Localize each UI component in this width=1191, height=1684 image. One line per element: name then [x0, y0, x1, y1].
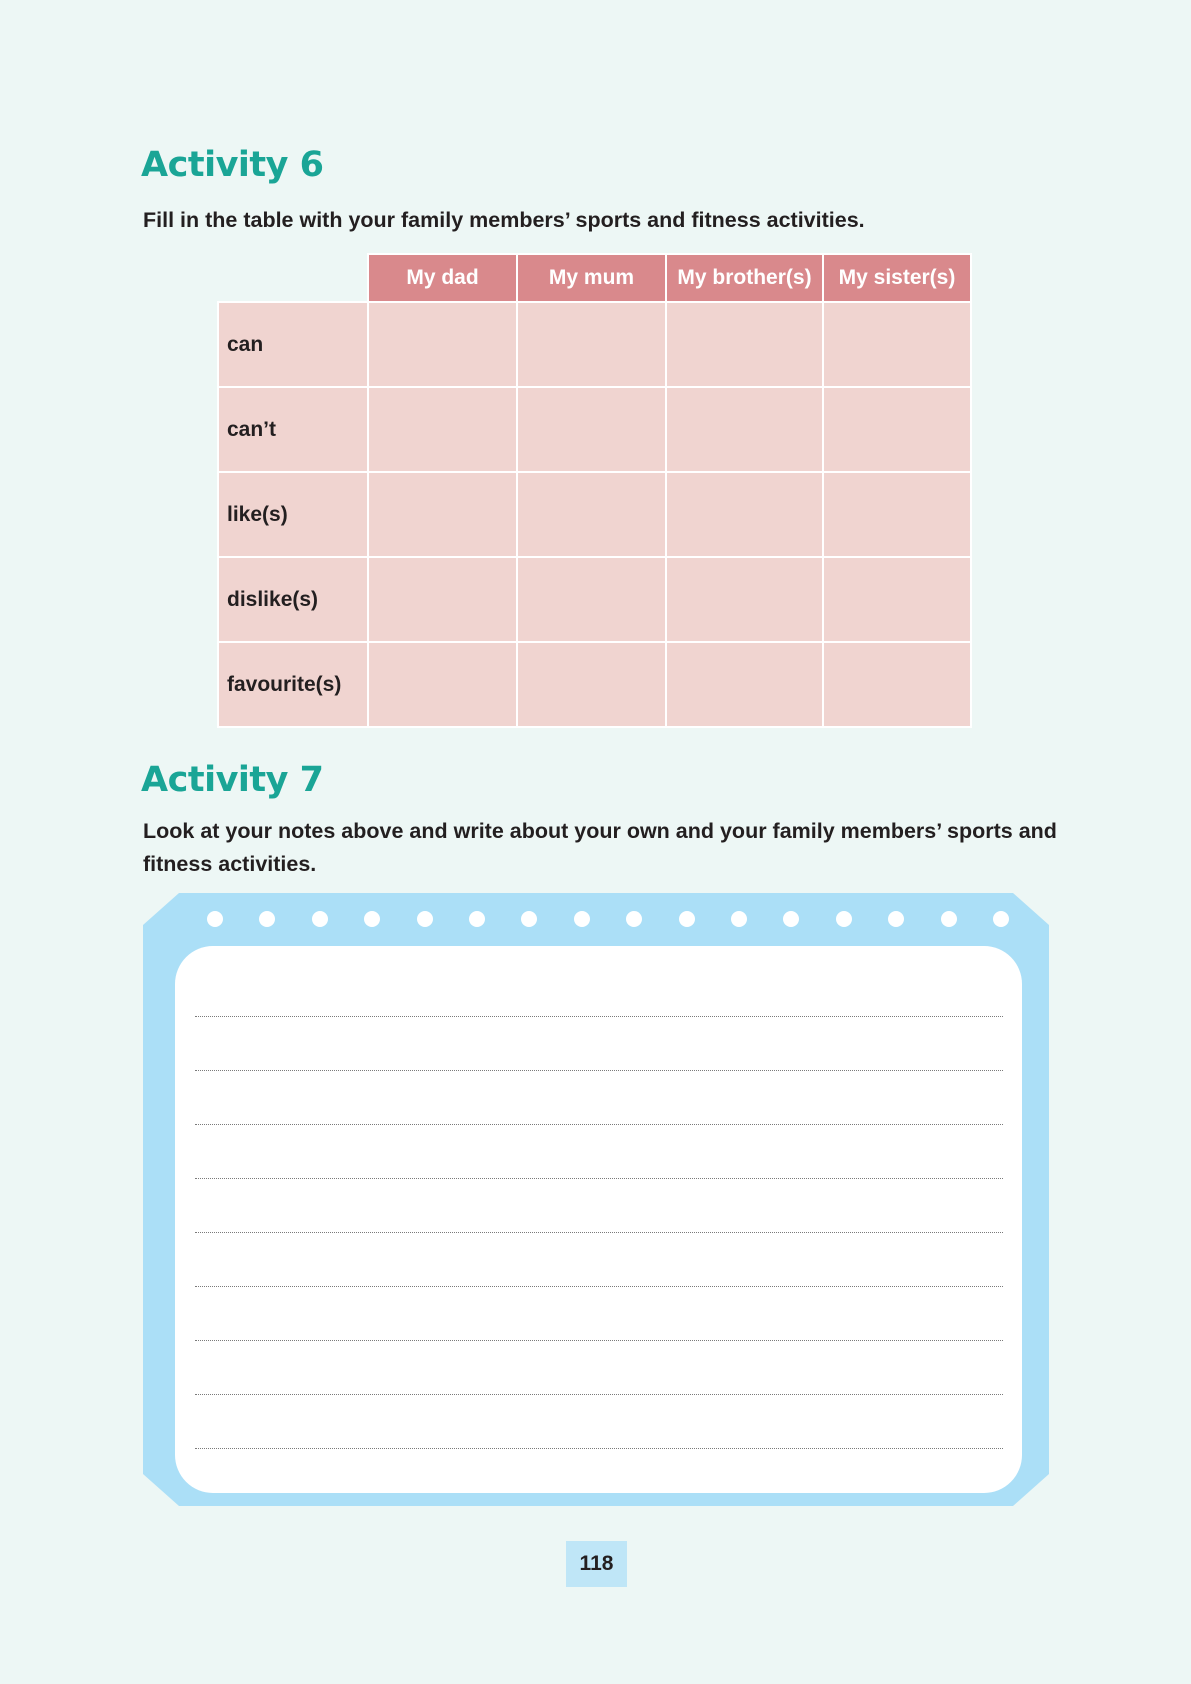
- writing-line[interactable]: [195, 1124, 1003, 1125]
- binder-hole: [993, 911, 1009, 927]
- answer-cell[interactable]: [368, 642, 517, 727]
- table-row: [218, 557, 971, 642]
- activity-7-title: Activity 7: [141, 760, 324, 800]
- column-header-sisters: My sister(s): [823, 254, 971, 302]
- table-row: [218, 387, 971, 472]
- answer-cell[interactable]: [368, 302, 517, 387]
- binder-hole: [783, 911, 799, 927]
- binder-hole: [731, 911, 747, 927]
- binder-hole: [417, 911, 433, 927]
- table-row: [218, 302, 971, 387]
- column-header-mum: My mum: [517, 254, 666, 302]
- row-label-can: can: [218, 302, 368, 387]
- activity-7-instruction: Look at your notes above and write about your own and your family members’ sports and fitness activities.: [143, 819, 1057, 876]
- writing-line[interactable]: [195, 1340, 1003, 1341]
- binder-hole: [679, 911, 695, 927]
- answer-cell[interactable]: [666, 387, 823, 472]
- writing-line[interactable]: [195, 1394, 1003, 1395]
- answer-cell[interactable]: [823, 472, 971, 557]
- answer-cell[interactable]: [517, 557, 666, 642]
- writing-line[interactable]: [195, 1232, 1003, 1233]
- binder-hole: [259, 911, 275, 927]
- activity-6-title: Activity 6: [141, 145, 324, 185]
- row-label-cant: can’t: [218, 387, 368, 472]
- writing-area[interactable]: [175, 946, 1022, 1493]
- binder-hole: [207, 911, 223, 927]
- binder-hole: [521, 911, 537, 927]
- answer-cell[interactable]: [823, 642, 971, 727]
- row-label-dislikes: dislike(s): [218, 557, 368, 642]
- binder-holes: [207, 911, 1007, 927]
- answer-cell[interactable]: [368, 557, 517, 642]
- answer-cell[interactable]: [666, 302, 823, 387]
- row-label-favourites: favourite(s): [218, 642, 368, 727]
- answer-cell[interactable]: [517, 302, 666, 387]
- binder-hole: [888, 911, 904, 927]
- answer-cell[interactable]: [666, 472, 823, 557]
- answer-cell[interactable]: [823, 387, 971, 472]
- answer-cell[interactable]: [666, 642, 823, 727]
- writing-line[interactable]: [195, 1178, 1003, 1179]
- table-header-row: [218, 254, 971, 302]
- answer-cell[interactable]: [517, 642, 666, 727]
- binder-hole: [364, 911, 380, 927]
- activity-6-instruction: Fill in the table with your family members’ sports and fitness activities.: [143, 208, 865, 232]
- binder-hole: [574, 911, 590, 927]
- row-label-likes: like(s): [218, 472, 368, 557]
- column-header-brothers: My brother(s): [666, 254, 823, 302]
- answer-cell[interactable]: [823, 557, 971, 642]
- writing-line[interactable]: [195, 1448, 1003, 1449]
- binder-hole: [941, 911, 957, 927]
- column-header-dad: My dad: [368, 254, 517, 302]
- notebook: [143, 893, 1049, 1506]
- table-row: [218, 472, 971, 557]
- answer-cell[interactable]: [823, 302, 971, 387]
- binder-hole: [312, 911, 328, 927]
- answer-cell[interactable]: [368, 387, 517, 472]
- table-corner: [218, 254, 368, 302]
- writing-line[interactable]: [195, 1016, 1003, 1017]
- binder-hole: [469, 911, 485, 927]
- page-number: 118: [566, 1541, 627, 1587]
- family-activities-table: [217, 253, 972, 728]
- writing-line[interactable]: [195, 1286, 1003, 1287]
- answer-cell[interactable]: [368, 472, 517, 557]
- binder-hole: [626, 911, 642, 927]
- answer-cell[interactable]: [666, 557, 823, 642]
- answer-cell[interactable]: [517, 387, 666, 472]
- table-row: [218, 642, 971, 727]
- writing-line[interactable]: [195, 1070, 1003, 1071]
- binder-hole: [836, 911, 852, 927]
- answer-cell[interactable]: [517, 472, 666, 557]
